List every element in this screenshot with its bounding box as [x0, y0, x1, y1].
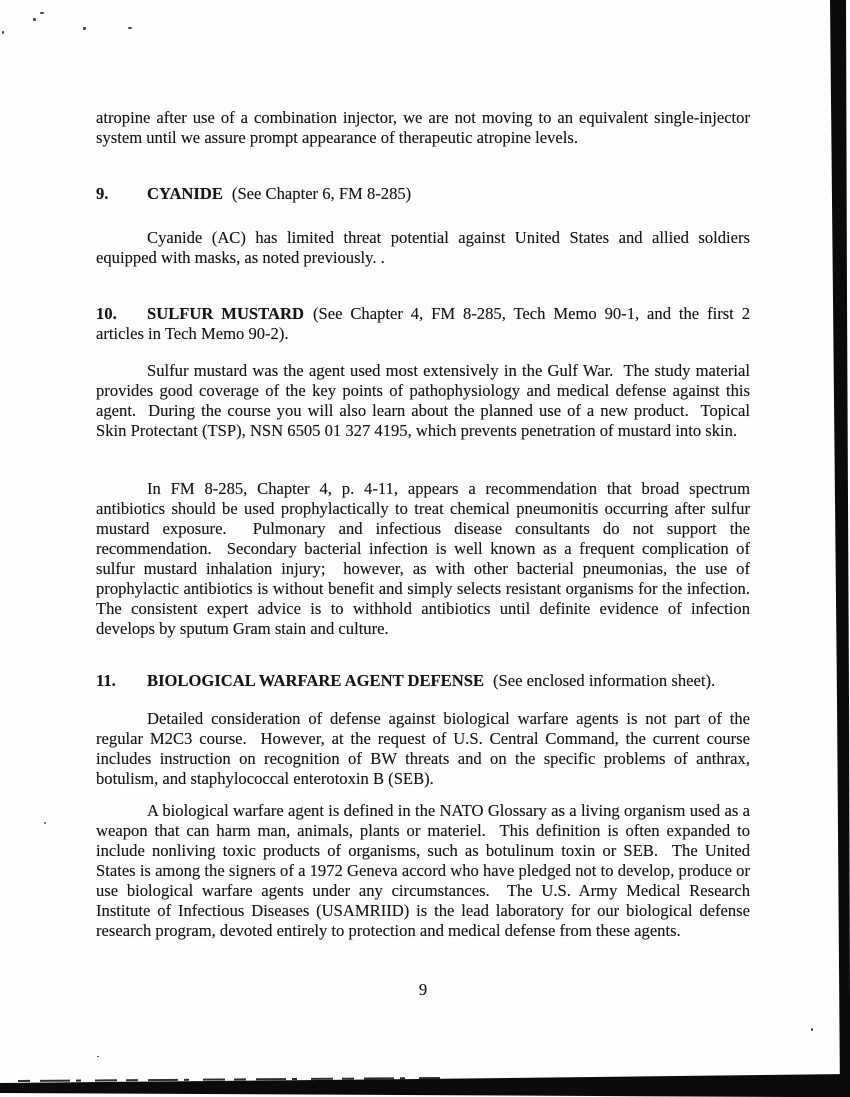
section-title: BIOLOGICAL WARFARE AGENT DEFENSE [147, 671, 485, 690]
section-9-paragraph: Cyanide (AC) has limited threat potential against United States and allied soldiers equipped with masks, as noted previously. . [96, 228, 755, 267]
section-title: SULFUR MUSTARD [147, 304, 304, 323]
scan-speck [44, 822, 46, 824]
scan-speck [128, 27, 132, 29]
section-heading-11 [96, 671, 750, 691]
bottom-edge-fuzz-line [18, 1078, 440, 1081]
section-number: 10. [96, 304, 117, 323]
section-heading-9 [96, 184, 750, 204]
section-reference: (See Chapter 6, FM 8-285) [231, 184, 412, 203]
continuation-paragraph: atropine after use of a combination injector, we are not moving to an equivalent single-injector system until we assure prompt appearance of therapeutic atropine levels. [96, 108, 755, 147]
section-11-paragraph-1: Detailed consideration of defense against biological warfare agents is not part of the regular M2C3 course. However, at the request of U.S. Central Command, the current course includes instruction on recognition of BW threats and on the specific problems of anthrax, botulism, and staphylococcal enterotoxin B (SEB). [96, 709, 755, 788]
section-10-paragraph-2: In FM 8-285, Chapter 4, p. 4-11, appears a recommendation that broad spectrum antibiotics should be used prophylactically to treat chemical pneumonitis occurring after sulfur mustard exposure. Pulmonary and infectious disease consultants do not support the recommendation. Secondary bacterial infection is well known as a frequent complication of sulfur mustard inhalation injury; however, as with other bacterial pneumonias, the use of prophylactic antibiotics is without benefit and simply selects resistant organisms for the infection. The consistent expert advice is to withhold antibiotics until definite evidence of infection develops by sputum Gram stain and culture. [96, 479, 759, 638]
scan-speck [811, 1028, 813, 1031]
scan-speck [40, 12, 44, 14]
right-edge-scan-bar [830, 0, 850, 1097]
section-reference: (See enclosed information sheet). [493, 671, 716, 690]
section-reference: (See Chapter 4, FM 8-285, Tech Memo 90-1, and the first 2 articles in Tech Memo 90-2). [96, 304, 755, 343]
section-heading-10 [96, 304, 755, 344]
scan-speck [83, 27, 86, 30]
section-11-paragraph-2: A biological warfare agent is defined in the NATO Glossary as a living organism used as a weapon that can harm man, animals, plants or materiel. This definition is often expanded to include nonliving toxic products of organisms, such as botulinum toxin or SEB. The United States is among the signers of a 1972 Geneva accord who have pledged not to develop, produce or use biological warfare agents under any circumstances. The U.S. Army Medical Research Institute of Infectious Diseases (USAMRIID) is the lead laboratory for our biological defense research program, devoted entirely to protection and medical defense from these agents. [96, 801, 755, 940]
section-number: 9. [96, 184, 109, 203]
page-number: 9 [418, 980, 428, 999]
scan-speck [2, 31, 4, 34]
section-10-paragraph-1: Sulfur mustard was the agent used most extensively in the Gulf War. The study material provides good coverage of the key points of pathophysiology and medical defense against this agent. During the course you will also learn about the planned use of a new product. Topical Skin Protectant (TSP), NSN 6505 01 327 4195, which prevents penetration of mustard into skin. [96, 361, 755, 440]
bottom-edge-scan-band [0, 1074, 850, 1097]
section-number: 11. [96, 671, 116, 690]
section-title: CYANIDE [147, 184, 223, 203]
scan-speck [33, 18, 36, 21]
scan-speck [97, 1056, 99, 1057]
